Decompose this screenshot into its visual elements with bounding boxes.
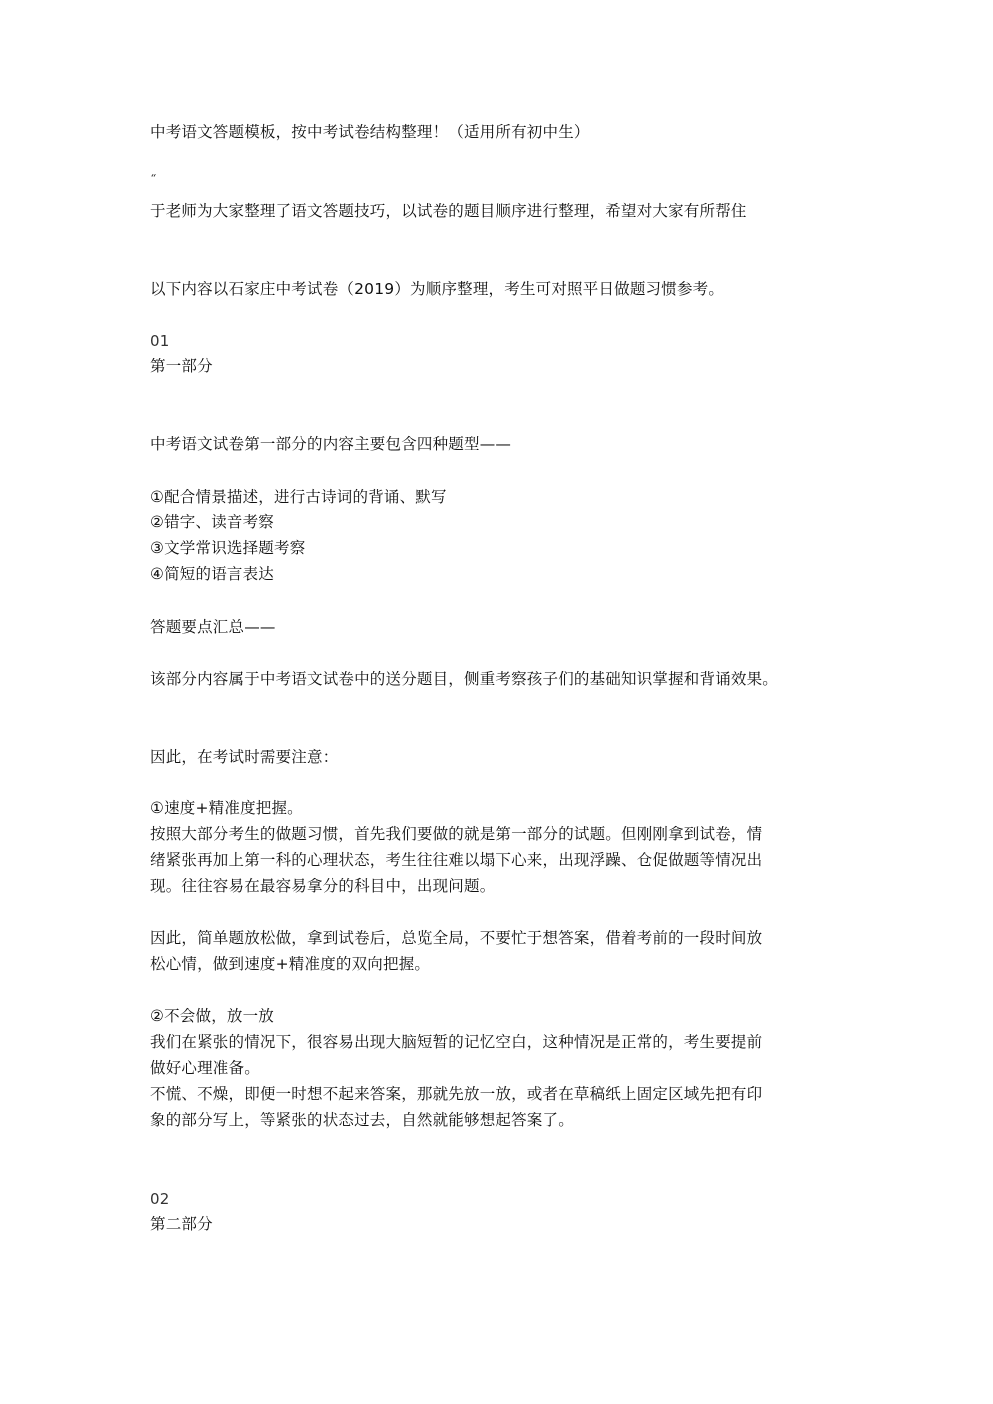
point-followup-line: 因此，简单题放松做，拿到试卷后，总览全局，不要忙于想答案，借着考前的一段时间放 xyxy=(150,929,763,947)
section-number: 01 xyxy=(150,332,170,350)
question-type-item: ④简短的语言表达 xyxy=(150,565,274,583)
point-line: 不慌、不燥，即便一时想不起来答案，那就先放一放，或者在草稿纸上固定区域先把有印 xyxy=(150,1085,763,1103)
question-type-item: ②错字、读音考察 xyxy=(150,513,274,531)
question-type-item: ③文学常识选择题考察 xyxy=(150,539,306,557)
section-heading: 第二部分 xyxy=(150,1215,213,1233)
point-followup-line: 松心情，做到速度+精准度的双向把握。 xyxy=(150,955,431,973)
basis-paragraph: 以下内容以石家庄中考试卷（2019）为顺序整理，考生可对照平日做题习惯参考。 xyxy=(150,280,725,298)
point-line: 象的部分写上，等紧张的状态过去，自然就能够想起答案了。 xyxy=(150,1111,574,1129)
question-type-item: ①配合情景描述，进行古诗词的背诵、默写 xyxy=(150,488,447,506)
point-title: ①速度+精准度把握。 xyxy=(150,799,303,817)
intro-paragraph: 于老师为大家整理了语文答题技巧，以试卷的题目顺序进行整理，希望对大家有所帮住 xyxy=(150,202,747,220)
point-line: 我们在紧张的情况下，很容易出现大脑短暂的记忆空白，这种情况是正常的，考生要提前 xyxy=(150,1033,763,1051)
attention-line: 因此，在考试时需要注意： xyxy=(150,748,339,766)
point-line: 绪紧张再加上第一科的心理状态，考生往往难以塌下心来，出现浮躁、仓促做题等情况出 xyxy=(150,851,763,869)
point-line: 现。往往容易在最容易拿分的科目中，出现问题。 xyxy=(150,877,496,895)
document-title: 中考语文答题模板，按中考试卷结构整理！（适用所有初中生） xyxy=(150,123,590,141)
point-line: 做好心理准备。 xyxy=(150,1059,260,1077)
section-heading: 第一部分 xyxy=(150,357,213,375)
section-lead: 中考语文试卷第一部分的内容主要包含四种题型—— xyxy=(150,435,512,453)
summary-heading: 答题要点汇总—— xyxy=(150,618,276,636)
summary-paragraph: 该部分内容属于中考语文试卷中的送分题目，侧重考察孩子们的基础知识掌握和背诵效果。 xyxy=(150,670,779,688)
point-line: 按照大部分考生的做题习惯，首先我们要做的就是第一部分的试题。但刚刚拿到试卷，情 xyxy=(150,825,763,843)
quote-mark: “ xyxy=(150,172,156,185)
point-title: ②不会做，放一放 xyxy=(150,1007,274,1025)
section-number: 02 xyxy=(150,1190,170,1208)
